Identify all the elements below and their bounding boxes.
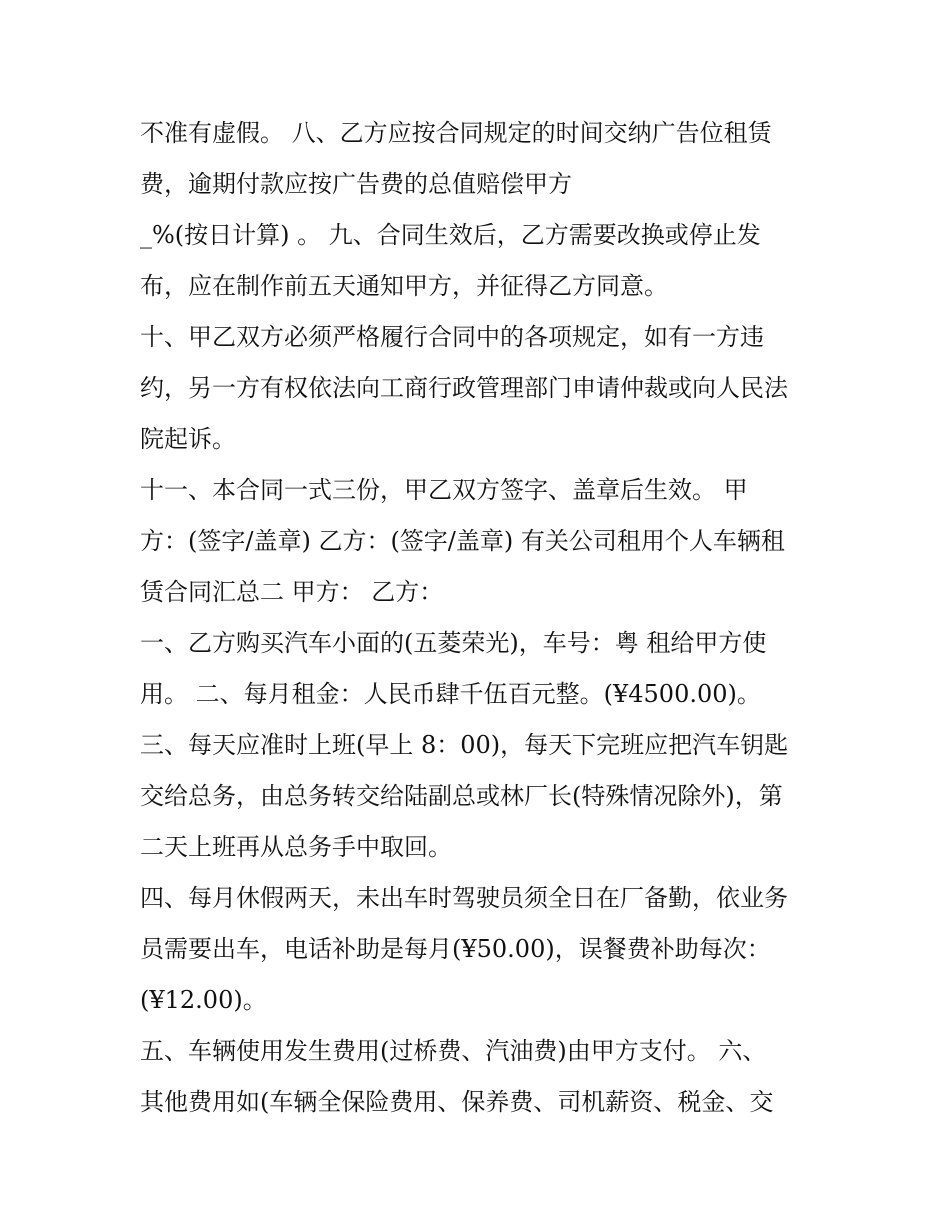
text-line-8: 十一、本合同一式三份，甲乙双方签字、盖章后生效。 甲	[140, 476, 748, 504]
text-line-11: 一、乙方购买汽车小面的(五菱荣光)，车号：粤 租给甲方使	[140, 629, 767, 657]
text-line-16: 四、每月休假两天，未出车时驾驶员须全日在厂备勤，依业务	[140, 884, 788, 912]
text-line-4: 布，应在制作前五天通知甲方，并征得乙方同意。	[140, 272, 668, 300]
text-line-18: (¥12.00)。	[140, 986, 267, 1014]
text-line-7: 院起诉。	[140, 425, 236, 453]
text-line-6: 约，另一方有权依法向工商行政管理部门申请仲裁或向人民法	[140, 374, 788, 402]
text-line-9: 方：(签字/盖章) 乙方：(签字/盖章) 有关公司租用个人车辆租	[140, 527, 785, 555]
text-line-2: 费，逾期付款应按广告费的总值赔偿甲方	[140, 170, 572, 198]
text-line-19: 五、车辆使用发生费用(过桥费、汽油费)由甲方支付。 六、	[140, 1037, 767, 1065]
text-line-12: 用。 二、每月租金：人民币肆千伍百元整。(¥4500.00)。	[140, 680, 761, 708]
text-line-1: 不准有虚假。 八、乙方应按合同规定的时间交纳广告位租赁	[140, 119, 772, 147]
text-line-20: 其他费用如(车辆全保险费用、保养费、司机薪资、税金、交	[140, 1088, 774, 1116]
text-line-13: 三、每天应准时上班(早上 8：00)，每天下完班应把汽车钥匙	[140, 731, 789, 759]
text-line-10: 赁合同汇总二 甲方： 乙方：	[140, 578, 444, 606]
text-line-14: 交给总务，由总务转交给陆副总或林厂长(特殊情况除外)，第	[140, 782, 783, 810]
text-line-17: 员需要出车，电话补助是每月(¥50.00)，误餐费补助每次：	[140, 935, 771, 963]
text-line-3: _%(按日计算) 。 九、合同生效后，乙方需要改换或停止发	[140, 221, 761, 249]
document-body	[140, 108, 820, 1128]
text-line-5: 十、甲乙双方必须严格履行合同中的各项规定，如有一方违	[140, 323, 764, 351]
text-line-15: 二天上班再从总务手中取回。	[140, 833, 452, 861]
